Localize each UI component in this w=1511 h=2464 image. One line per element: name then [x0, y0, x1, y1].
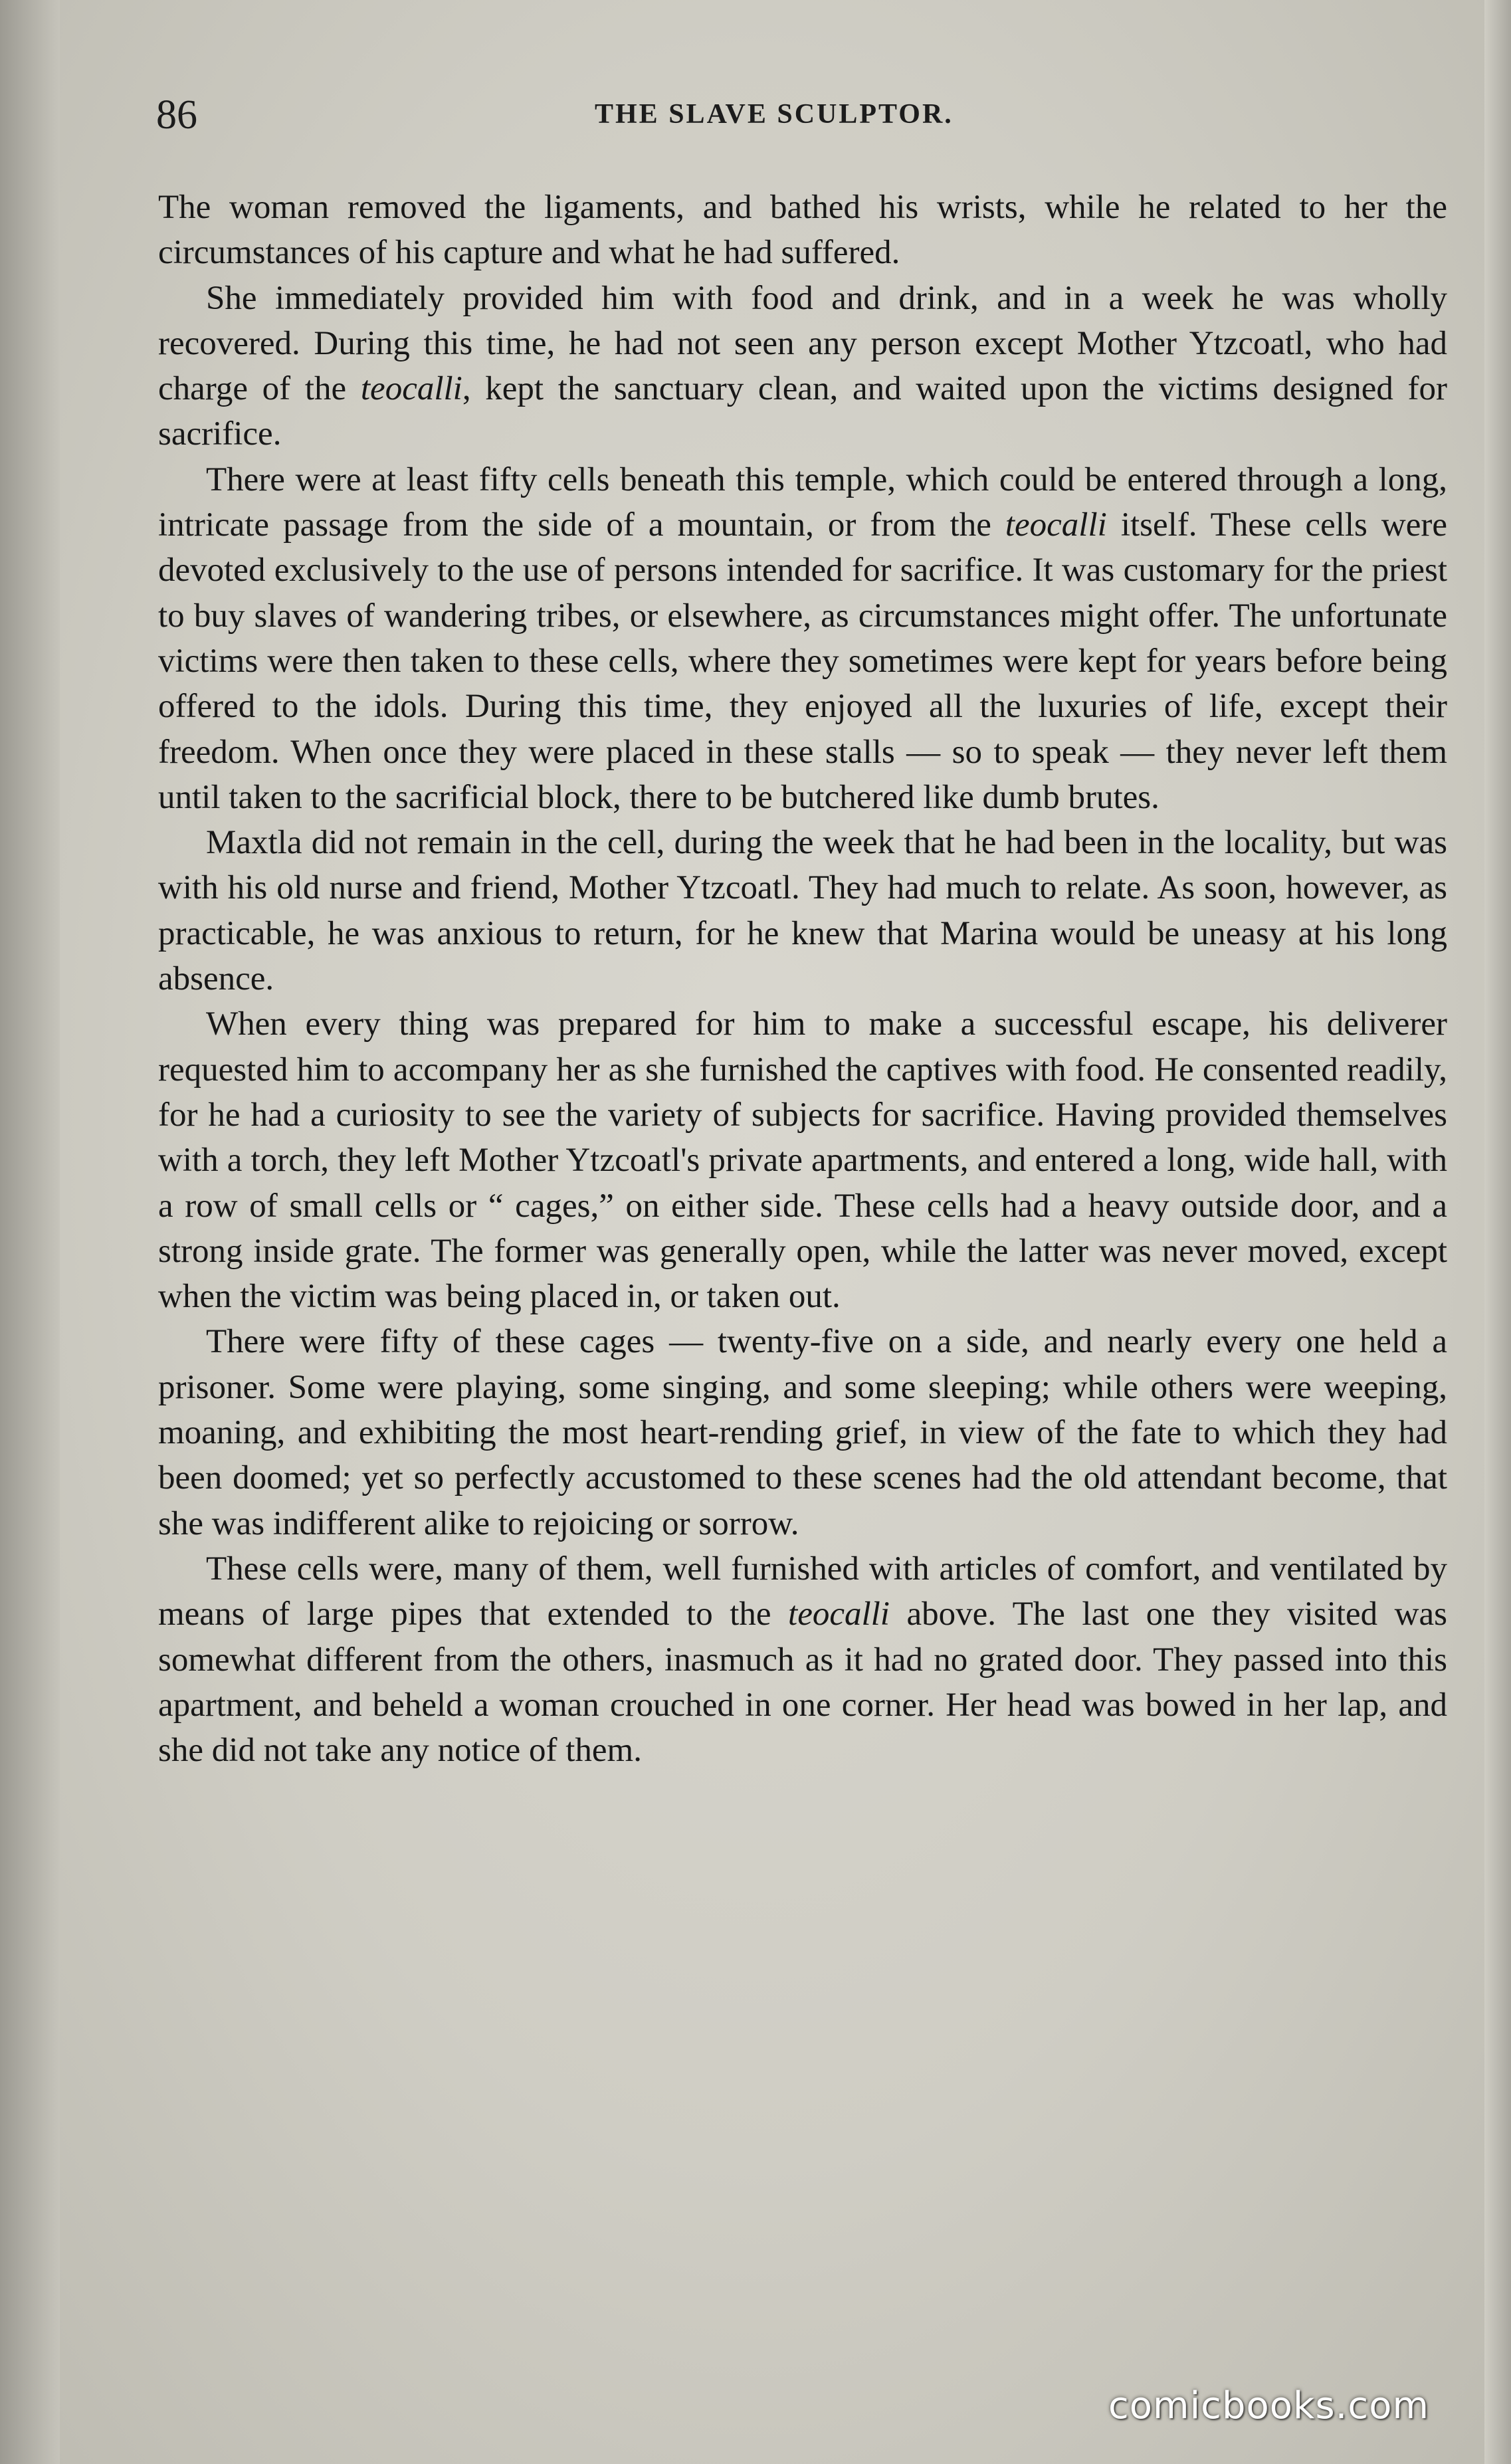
paragraph: [158, 820, 1447, 1001]
text-run: itself. These cells were devoted exclusively to the use of persons intended for sacrifice. It was customary for the priest to buy slaves of wandering tribes, or elsewhere, as circumstances might offer. The unfortunate victims were then taken to these cells, where they sometimes were kept for years before being offered to the idols. During this time, they enjoyed all the luxuries of life, except their freedom. When once they were placed in these stalls — so to speak — they never left them until taken to the sacrificial block, there to be butchered like dumb brutes.: [158, 506, 1447, 816]
italic-term: teocalli: [360, 370, 462, 408]
italic-term: teocalli: [1005, 506, 1107, 544]
text-run: These cells were, many of them, well furnished with articles of comfort, and ventilated by means of large pipes that extended to the: [158, 1550, 1447, 1633]
paragraph: [158, 185, 1447, 276]
text-run: She immediately provided him with food and drink, and in a week he was wholly recovered. During this time, he had not seen any person except Mother Ytzcoatl, who had charge of the: [158, 279, 1447, 408]
text-run: There were fifty of these cages — twenty-five on a side, and nearly every one held a prisoner. Some were playing, some singing, and some sleeping; while others were weeping, moaning, and exhibiting the most heart-rending grief, in view of the fate to which they had been doomed; yet so perfectly accustomed to these scenes had the old attendant become, that she was indifferent alike to rejoicing or sorrow.: [158, 1323, 1447, 1542]
text-run: There were at least fifty cells beneath this temple, which could be entered through a long, intricate passage from the side of a mountain, or from the: [158, 461, 1447, 544]
text-run: , kept the sanctuary clean, and waited upon the victims designed for sacrifice.: [158, 370, 1448, 453]
body-text: [158, 185, 1447, 1773]
text-run: Maxtla did not remain in the cell, during the week that he had been in the locality, but was with his old nurse and friend, Mother Ytzcoatl. They had much to relate. As soon, however, as practicable, he was anxious to return, for he knew that Marina would be uneasy at his long absence.: [158, 824, 1447, 998]
page-number: 86: [156, 92, 197, 138]
text-run: above. The last one they visited was somewhat different from the others, inasmuch as it had no grated door. They passed into this apartment, and beheld a woman crouched in one corner. Her head was bowed in her lap, and she did not take any notice of them.: [158, 1595, 1447, 1770]
page-header: [156, 92, 1452, 145]
page-edge-shadow: [1484, 0, 1511, 2464]
paragraph: [158, 1546, 1447, 1773]
paragraph: [158, 457, 1447, 820]
italic-term: teocalli: [788, 1595, 890, 1633]
page-gutter-shadow: [0, 0, 60, 2464]
text-run: When every thing was prepared for him to make a successful escape, his deliverer requested him to accompany her as she furnished the captives with food. He consented readily, for he had a curiosity to see the variety of subjects for sacrifice. Having provided themselves with a torch, they left Mother Ytzcoatl's private apartments, and entered a long, wide hall, with a row of small cells or “ cages,” on either side. These cells had a heavy outside door, and a strong inside grate. The former was generally open, while the latter was never moved, except when the victim was being placed in, or taken out.: [158, 1005, 1447, 1316]
paragraph: [158, 276, 1447, 457]
paragraph: [158, 1319, 1447, 1546]
site-watermark: comicbooks.com: [1108, 2384, 1430, 2427]
paragraph: [158, 1001, 1447, 1319]
running-head: THE SLAVE SCULPTOR.: [595, 99, 954, 130]
text-run: The woman removed the ligaments, and bathed his wrists, while he related to her the circumstances of his capture and what he had suffered.: [158, 189, 1447, 272]
